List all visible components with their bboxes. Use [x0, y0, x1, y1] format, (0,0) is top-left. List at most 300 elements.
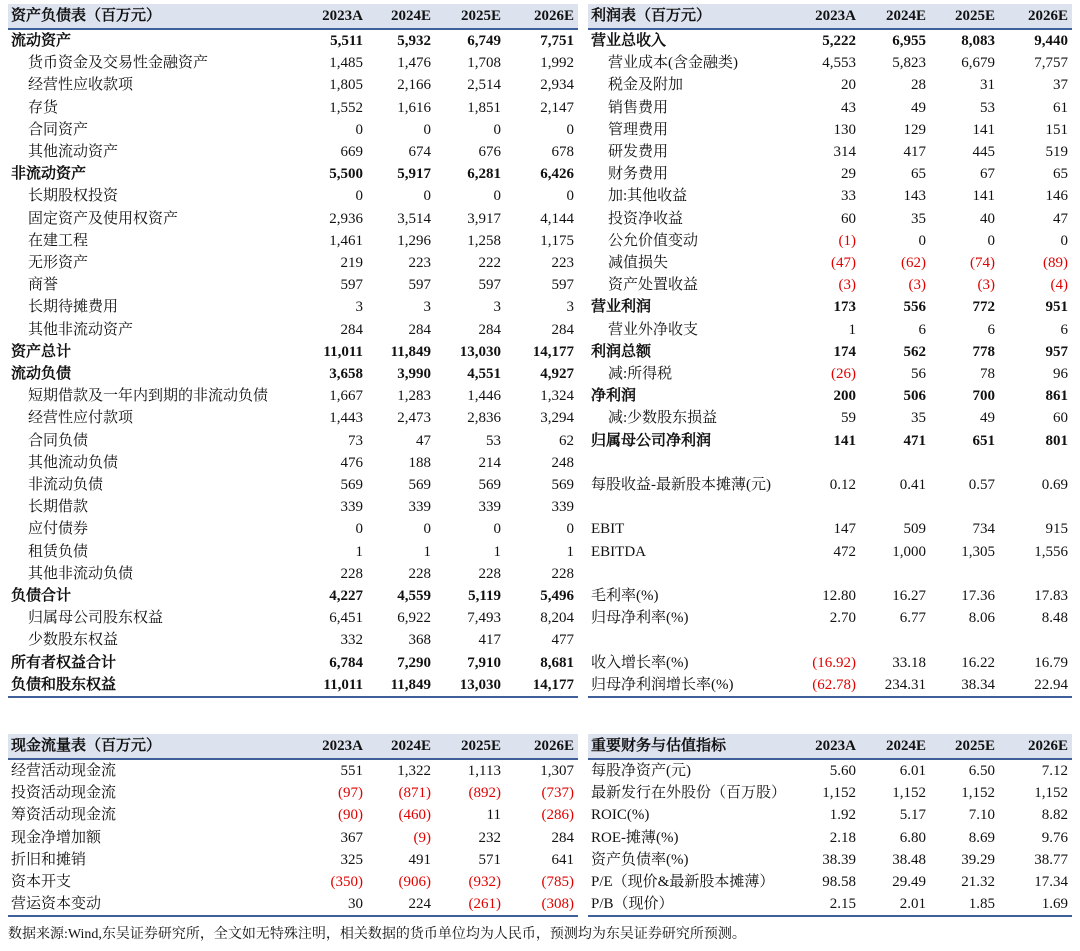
table-row — [588, 296, 1072, 318]
row-label: EBIT — [591, 521, 625, 538]
table-row — [8, 252, 578, 274]
value-cell: 219 — [340, 255, 363, 272]
value-cell: 7,751 — [540, 33, 574, 49]
value-cell: 31 — [980, 77, 995, 94]
value-cell: 224 — [367, 893, 435, 916]
table-row — [8, 208, 578, 230]
row-label: 营运资本变动 — [8, 893, 300, 916]
value-cell: 0 — [566, 121, 574, 138]
row-label: 长期股权投资 — [28, 188, 119, 205]
value-cell: 2.70 — [829, 610, 856, 627]
value-cell: 223 — [551, 255, 574, 272]
row-label: 每股收益-最新股本摊薄(元) — [591, 477, 771, 494]
value-cell: 3 — [566, 299, 574, 316]
value-cell — [930, 629, 999, 651]
value-cell: 1,305 — [961, 543, 995, 560]
year-header: 2024E — [860, 4, 930, 29]
row-label: 应付债券 — [28, 521, 89, 538]
value-cell — [786, 496, 860, 518]
value-cell: 7.12 — [1041, 763, 1068, 779]
value-cell: 11,849 — [390, 343, 431, 360]
value-cell: 2,473 — [397, 410, 431, 427]
value-cell: 2,934 — [540, 77, 574, 94]
row-label: 存货 — [28, 99, 59, 116]
value-cell: 146 — [1045, 188, 1068, 205]
value-cell: 6 — [918, 321, 926, 338]
value-cell: 1,113 — [467, 763, 501, 779]
value-cell: 915 — [1045, 521, 1068, 538]
table-row — [588, 563, 1072, 585]
value-cell: 6,679 — [961, 55, 995, 72]
value-cell: 17.36 — [961, 588, 995, 605]
table-row — [8, 518, 578, 540]
row-label: 其他流动负债 — [28, 454, 119, 471]
year-header: 2024E — [860, 734, 930, 759]
value-cell: (3) — [908, 277, 926, 294]
table-header-row — [588, 4, 1072, 29]
value-cell: 472 — [833, 543, 856, 560]
value-cell: 78 — [980, 366, 995, 383]
value-cell: 130 — [833, 121, 856, 138]
row-label: 负债和股东权益 — [8, 674, 300, 697]
table-row — [8, 296, 578, 318]
value-cell: 0 — [355, 188, 363, 205]
value-cell: 676 — [478, 144, 501, 161]
value-cell: 11,011 — [323, 343, 363, 360]
value-cell: 17.34 — [1034, 874, 1068, 891]
row-label: 其他非流动资产 — [28, 321, 134, 338]
value-cell: 0 — [355, 121, 363, 138]
value-cell: 1,000 — [892, 543, 926, 560]
value-cell: 5.17 — [899, 807, 926, 824]
key-metrics-panel — [588, 734, 1072, 917]
row-label: 现金净增加额 — [11, 829, 102, 846]
value-cell: 957 — [1045, 343, 1068, 360]
year-header: 2023A — [300, 4, 367, 29]
table-header-row — [8, 734, 578, 759]
table-row — [8, 341, 578, 363]
year-header: 2025E — [930, 734, 999, 759]
value-cell: 471 — [903, 432, 926, 449]
value-cell: 38.48 — [892, 851, 926, 868]
value-cell: 30 — [300, 893, 367, 916]
value-cell: 228 — [551, 565, 574, 582]
value-cell: 29 — [841, 166, 856, 183]
value-cell: 1,805 — [329, 77, 363, 94]
table-row — [588, 407, 1072, 429]
value-cell: 234.31 — [860, 674, 930, 697]
table-title: 利润表（百万元） — [588, 4, 786, 29]
value-cell: 1,616 — [397, 99, 431, 116]
table-row — [588, 141, 1072, 163]
value-cell: 551 — [340, 763, 363, 779]
value-cell: 417 — [478, 632, 501, 649]
value-cell — [999, 563, 1072, 585]
value-cell: (871) — [398, 785, 431, 802]
value-cell: 7,757 — [1034, 55, 1068, 72]
value-cell: 651 — [972, 432, 995, 449]
value-cell — [786, 629, 860, 651]
table-row — [588, 674, 1072, 697]
value-cell: 11,011 — [300, 674, 367, 697]
table-header-row — [8, 4, 578, 29]
row-label: 商誉 — [28, 277, 59, 294]
value-cell: 569 — [408, 477, 431, 494]
table-row — [8, 871, 578, 893]
value-cell: 284 — [551, 321, 574, 338]
value-cell: 14,177 — [505, 674, 578, 697]
table-row — [588, 385, 1072, 407]
value-cell: 571 — [478, 851, 501, 868]
row-label: 流动负债 — [11, 366, 72, 383]
value-cell: (261) — [435, 893, 505, 916]
value-cell: 6,451 — [329, 610, 363, 627]
value-cell: 1,443 — [329, 410, 363, 427]
row-label: 固定资产及使用权资产 — [28, 210, 179, 227]
value-cell: 16.22 — [961, 654, 995, 671]
value-cell: 53 — [486, 432, 501, 449]
value-cell: 569 — [478, 477, 501, 494]
value-cell: 17.83 — [1034, 588, 1068, 605]
row-label: 非流动负债 — [28, 477, 104, 494]
value-cell: 14,177 — [532, 343, 574, 360]
value-cell: 6.01 — [899, 763, 926, 779]
value-cell: 0.41 — [899, 477, 926, 494]
value-cell: 200 — [833, 388, 856, 405]
value-cell — [860, 496, 930, 518]
value-cell: 223 — [408, 255, 431, 272]
value-cell: 0.12 — [829, 477, 856, 494]
row-label: 合同负债 — [28, 432, 89, 449]
value-cell: 6,281 — [467, 166, 501, 183]
table-row — [8, 119, 578, 141]
value-cell: 1,667 — [329, 388, 363, 405]
row-label: 所有者权益合计 — [11, 654, 117, 671]
value-cell: 0 — [423, 521, 431, 538]
value-cell: 417 — [903, 144, 926, 161]
value-cell: 0 — [566, 521, 574, 538]
value-cell: 67 — [980, 166, 995, 183]
row-label: 销售费用 — [608, 99, 669, 116]
value-cell: 339 — [340, 499, 363, 516]
row-label: 毛利率(%) — [591, 588, 659, 605]
value-cell — [930, 563, 999, 585]
value-cell: 4,927 — [540, 366, 574, 383]
value-cell: 141 — [972, 121, 995, 138]
value-cell: (892) — [468, 785, 501, 802]
value-cell — [930, 496, 999, 518]
row-label: 非流动资产 — [11, 166, 87, 183]
value-cell: 141 — [833, 432, 856, 449]
value-cell: 65 — [911, 166, 926, 183]
row-label — [588, 629, 786, 651]
table-row — [8, 893, 578, 916]
row-label — [588, 496, 786, 518]
value-cell: 0 — [423, 188, 431, 205]
value-cell: 519 — [1045, 144, 1068, 161]
table-row — [588, 782, 1072, 804]
value-cell: 98.58 — [822, 874, 856, 891]
row-label: EBITDA — [591, 543, 646, 560]
value-cell: 28 — [911, 77, 926, 94]
row-label: 营业利润 — [591, 299, 652, 316]
value-cell: 228 — [408, 565, 431, 582]
value-cell: 6,955 — [892, 33, 926, 49]
row-label: 长期待摊费用 — [28, 299, 119, 316]
row-label: 货币资金及交易性金融资产 — [28, 55, 209, 72]
value-cell: 73 — [348, 432, 363, 449]
row-label — [588, 563, 786, 585]
value-cell: 61 — [1053, 99, 1068, 116]
value-cell: 49 — [911, 99, 926, 116]
value-cell: 778 — [972, 343, 995, 360]
value-cell: 6 — [1060, 321, 1068, 338]
value-cell: 60 — [1053, 410, 1068, 427]
value-cell: 1,152 — [1034, 785, 1068, 802]
year-header: 2026E — [999, 4, 1072, 29]
value-cell: 6.50 — [968, 763, 995, 779]
income-statement-panel — [588, 4, 1072, 698]
table-title: 重要财务与估值指标 — [588, 734, 786, 759]
year-header: 2025E — [435, 4, 505, 29]
table-row — [8, 97, 578, 119]
row-label: 投资活动现金流 — [11, 785, 117, 802]
value-cell: (62.78) — [786, 674, 860, 697]
value-cell: 700 — [972, 388, 995, 405]
value-cell: 0 — [423, 121, 431, 138]
row-label: 在建工程 — [28, 232, 89, 249]
value-cell: 5,932 — [397, 33, 431, 49]
value-cell: 1 — [423, 543, 431, 560]
value-cell: 314 — [833, 144, 856, 161]
table-row — [8, 652, 578, 674]
value-cell: 12.80 — [822, 588, 856, 605]
value-cell: 1,152 — [961, 785, 995, 802]
row-label: 筹资活动现金流 — [11, 807, 117, 824]
value-cell: 65 — [1053, 166, 1068, 183]
table-row — [588, 185, 1072, 207]
value-cell: 143 — [903, 188, 926, 205]
value-cell: (74) — [970, 255, 995, 272]
year-header: 2023A — [786, 734, 860, 759]
value-cell: 1,461 — [329, 232, 363, 249]
value-cell: 734 — [972, 521, 995, 538]
table-header-row — [588, 734, 1072, 759]
value-cell: 8.06 — [968, 610, 995, 627]
value-cell: 506 — [903, 388, 926, 405]
value-cell: (90) — [338, 807, 363, 824]
value-cell: 5,917 — [397, 166, 431, 183]
value-cell: 38.34 — [930, 674, 999, 697]
row-label: 营业外净收支 — [608, 321, 699, 338]
value-cell: 0 — [493, 521, 501, 538]
table-row — [588, 363, 1072, 385]
value-cell: 597 — [340, 277, 363, 294]
table-row — [588, 541, 1072, 563]
year-header: 2026E — [505, 4, 578, 29]
row-label: 经营性应付款项 — [28, 410, 134, 427]
row-label: 净利润 — [591, 388, 637, 405]
value-cell: 7.10 — [968, 807, 995, 824]
table-row — [8, 185, 578, 207]
value-cell: 5,119 — [468, 588, 501, 605]
table-row — [588, 29, 1072, 52]
year-header: 2025E — [435, 734, 505, 759]
row-label: 营业总收入 — [591, 33, 667, 49]
value-cell: 1,283 — [397, 388, 431, 405]
value-cell: 5.60 — [829, 763, 856, 779]
value-cell: (932) — [468, 874, 501, 891]
value-cell: 7,290 — [397, 654, 431, 671]
value-cell: 6,922 — [397, 610, 431, 627]
row-label: 负债合计 — [11, 588, 72, 605]
row-label: 研发费用 — [608, 144, 669, 161]
value-cell: 2.18 — [829, 829, 856, 846]
table-row — [588, 341, 1072, 363]
value-cell: 2,836 — [467, 410, 501, 427]
value-cell: (47) — [831, 255, 856, 272]
value-cell: 222 — [478, 255, 501, 272]
value-cell: (89) — [1043, 255, 1068, 272]
value-cell — [860, 629, 930, 651]
value-cell: 33 — [841, 188, 856, 205]
value-cell: 3 — [493, 299, 501, 316]
row-label: 减值损失 — [608, 255, 669, 272]
value-cell: 1 — [566, 543, 574, 560]
value-cell: 5,500 — [329, 166, 363, 183]
table-row — [8, 452, 578, 474]
table-row — [8, 319, 578, 341]
table-row — [8, 849, 578, 871]
value-cell: 248 — [551, 454, 574, 471]
value-cell: 1,307 — [540, 763, 574, 779]
value-cell: 1,175 — [540, 232, 574, 249]
table-row — [588, 119, 1072, 141]
value-cell: 569 — [340, 477, 363, 494]
value-cell: 29.49 — [892, 874, 926, 891]
value-cell: 40 — [980, 210, 995, 227]
value-cell: 5,222 — [822, 33, 856, 49]
value-cell: 147 — [833, 521, 856, 538]
value-cell: 39.29 — [961, 851, 995, 868]
value-cell: (308) — [505, 893, 578, 916]
value-cell: 4,553 — [822, 55, 856, 72]
value-cell: 43 — [841, 99, 856, 116]
row-label: 归属母公司净利润 — [591, 432, 712, 449]
table-row — [588, 652, 1072, 674]
table-row — [8, 141, 578, 163]
table-row — [588, 871, 1072, 893]
value-cell: 2,166 — [397, 77, 431, 94]
value-cell: 7,910 — [467, 654, 501, 671]
value-cell: 1,851 — [467, 99, 501, 116]
value-cell: 60 — [841, 210, 856, 227]
year-header: 2026E — [505, 734, 578, 759]
row-label: 经营性应收款项 — [28, 77, 134, 94]
table-row — [588, 893, 1072, 916]
value-cell: 8,083 — [961, 33, 995, 49]
row-label: 加:其他收益 — [608, 188, 688, 205]
value-cell — [786, 563, 860, 585]
cash-flow-panel — [8, 734, 578, 917]
row-label: 最新发行在外股份（百万股） — [591, 785, 786, 802]
income-statement-table — [588, 4, 1072, 698]
cash-flow-table — [8, 734, 578, 917]
value-cell: 9,440 — [1034, 33, 1068, 49]
row-label: 其他非流动负债 — [28, 565, 134, 582]
value-cell: (4) — [1050, 277, 1068, 294]
row-label: 资产负债率(%) — [591, 851, 689, 868]
value-cell: 49 — [980, 410, 995, 427]
value-cell: 597 — [408, 277, 431, 294]
value-cell: 5,496 — [540, 588, 574, 605]
value-cell: 2,147 — [540, 99, 574, 116]
value-cell: 6.77 — [899, 610, 926, 627]
row-label: 归母净利润增长率(%) — [588, 674, 786, 697]
value-cell: 339 — [478, 499, 501, 516]
value-cell: (26) — [831, 366, 856, 383]
value-cell: 3 — [355, 299, 363, 316]
table-row — [8, 407, 578, 429]
table-row — [588, 97, 1072, 119]
table-row — [588, 208, 1072, 230]
value-cell: 6,749 — [467, 33, 501, 49]
value-cell: 8,204 — [540, 610, 574, 627]
row-label: 合同资产 — [28, 121, 89, 138]
value-cell: 16.79 — [1034, 654, 1068, 671]
value-cell: 37 — [1053, 77, 1068, 94]
table-row — [8, 496, 578, 518]
value-cell: 188 — [408, 454, 431, 471]
year-header: 2023A — [786, 4, 860, 29]
row-label: 无形资产 — [28, 255, 89, 272]
value-cell: 11 — [486, 807, 501, 824]
value-cell: 1,322 — [397, 763, 431, 779]
value-cell: 47 — [416, 432, 431, 449]
value-cell: 445 — [972, 144, 995, 161]
table-row — [588, 629, 1072, 651]
value-cell: 0 — [918, 232, 926, 249]
table-row — [8, 541, 578, 563]
table-row — [588, 319, 1072, 341]
value-cell: (460) — [398, 807, 431, 824]
value-cell: (9) — [413, 829, 431, 846]
value-cell: 0 — [493, 188, 501, 205]
value-cell: 35 — [911, 410, 926, 427]
value-cell: 8.82 — [1041, 807, 1068, 824]
value-cell: 59 — [841, 410, 856, 427]
value-cell: 33.18 — [892, 654, 926, 671]
value-cell: 1.92 — [829, 807, 856, 824]
table-row — [588, 52, 1072, 74]
value-cell: 6,784 — [329, 654, 363, 671]
value-cell: (785) — [541, 874, 574, 891]
value-cell: 339 — [551, 499, 574, 516]
table-row — [8, 782, 578, 804]
value-cell: 669 — [340, 144, 363, 161]
value-cell: 4,227 — [329, 588, 363, 605]
value-cell: (16.92) — [812, 654, 856, 671]
row-label: P/E（现价&最新股本摊薄） — [591, 874, 775, 891]
row-label: 流动资产 — [11, 33, 72, 49]
value-cell: 1,992 — [540, 55, 574, 72]
table-row — [588, 452, 1072, 474]
value-cell: 8.48 — [1041, 610, 1068, 627]
row-label: 归属母公司股东权益 — [28, 610, 164, 627]
value-cell: 509 — [903, 521, 926, 538]
value-cell: 0 — [987, 232, 995, 249]
year-header: 2026E — [999, 734, 1072, 759]
